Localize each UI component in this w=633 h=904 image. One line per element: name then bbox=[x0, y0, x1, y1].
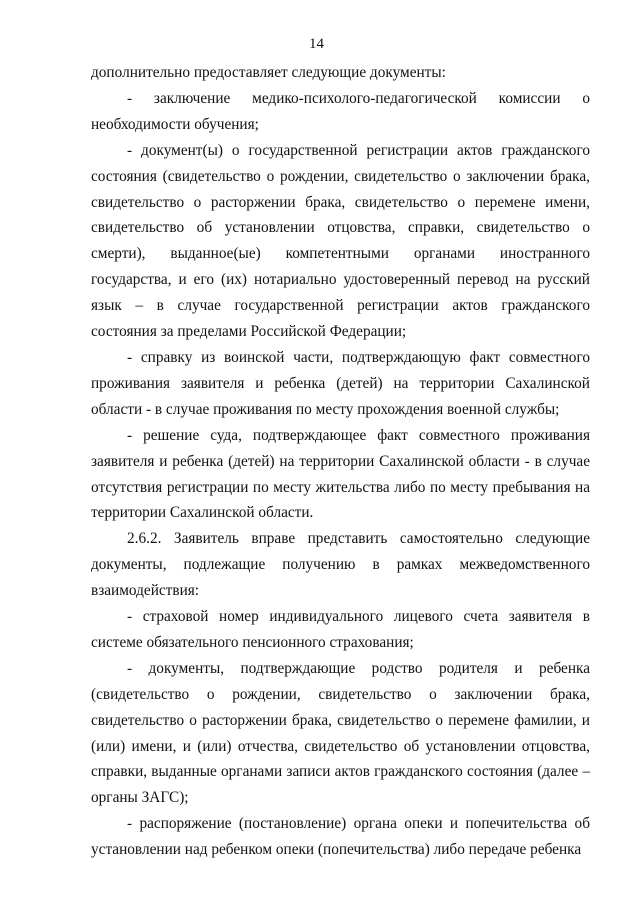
paragraph-military-unit-certificate: - справку из воинской части, подтверждающую факт совместного проживания заявителя и ребенка (детей) на территории Сахалинской области - в случае проживания по месту прохождения военной службы; bbox=[91, 348, 590, 418]
paragraph-kinship-documents: - документы, подтверждающие родство родителя и ребенка (свидетельство о рождении, свидетельство о заключении брака, свидетельство о расторжении брака, свидетельство о перемене фамилии, и (или) имени, и (или) отчества, свидетельство об установлении отцовства, справки, выданные органами записи актов гражданского состояния (далее – органы ЗАГС); bbox=[91, 659, 590, 807]
paragraph-insurance-number: - страховой номер индивидуального лицевого счета заявителя в системе обязательного пенсионного страхования; bbox=[91, 608, 590, 651]
paragraph-civil-status-documents: - документ(ы) о государственной регистрации актов гражданского состояния (свидетельство о рождении, свидетельство о заключении брака, свидетельство о расторжении брака, свидетельство о перемене имени, свидетельство об установлении отцовства, справки, свидетельство о смерти), выданное(ые) компетентными органами иностранного государства, и его (их) нотариально удостоверенный перевод на русский язык – в случае государственной регистрации актов гражданского состояния за пределами Российской Федерации; bbox=[91, 141, 590, 341]
paragraph-guardianship-order: - распоряжение (постановление) органа опеки и попечительства об установлении над ребенком опеки (попечительства) либо передаче ребенка bbox=[91, 815, 590, 859]
document-body bbox=[91, 60, 590, 863]
paragraph-court-decision: - решение суда, подтверждающее факт совместного проживания заявителя и ребенка (детей) на территории Сахалинской области - в случае отсутствия регистрации по месту жительства либо по месту пребывания на территории Сахалинской области. bbox=[91, 426, 590, 522]
paragraph-commission-conclusion: - заключение медико-психолого-педагогической комиссии о необходимости обучения; bbox=[91, 89, 590, 133]
paragraph-intro: дополнительно предоставляет следующие документы: bbox=[91, 64, 446, 81]
page-number: 14 bbox=[309, 36, 324, 52]
paragraph-section-2-6-2: 2.6.2. Заявитель вправе представить самостоятельно следующие документы, подлежащие получению в рамках межведомственного взаимодействия: bbox=[91, 530, 590, 600]
